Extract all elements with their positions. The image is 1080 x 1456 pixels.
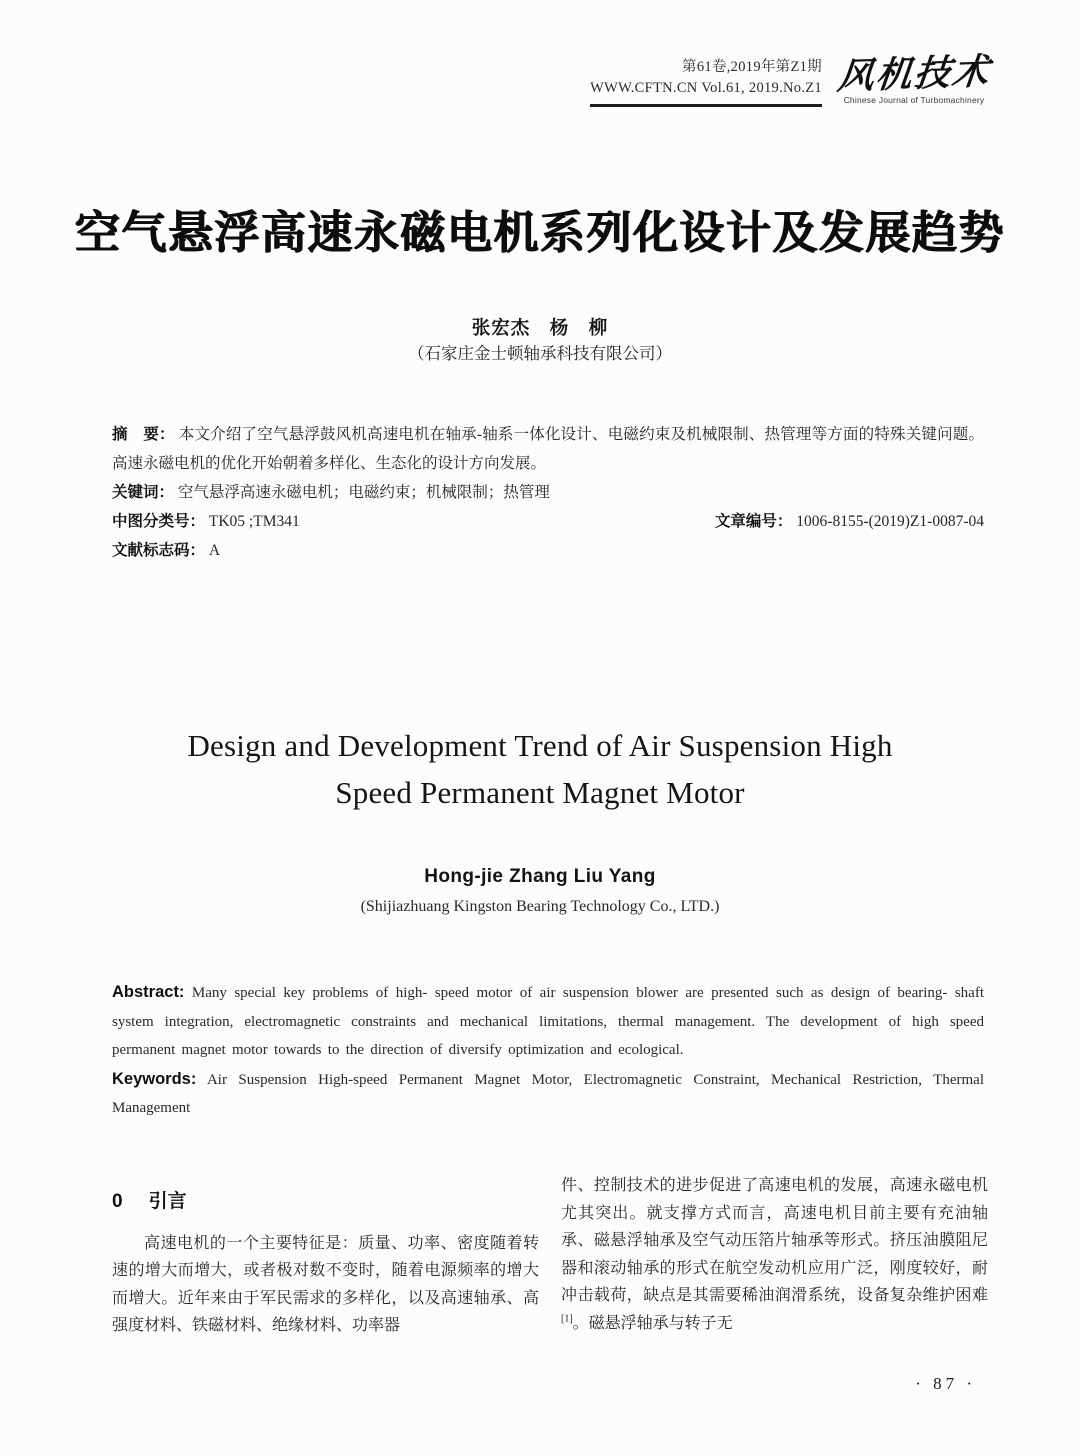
clc-label: 中图分类号：: [112, 513, 206, 530]
journal-logo-calligraphy: 风机技术: [835, 50, 993, 98]
abstract-label-en: Abstract:: [112, 983, 185, 1001]
abstract-text-en: Many special key problems of high- speed motor of air suspension blower are presented such as design of bearing- shaft system integration, electromagnetic constraints and mechanical limitations, thermal management. The development of high speed permanent magnet motor towards to the direction of diversify optimization and ecological.: [112, 985, 984, 1058]
keywords-cn: [112, 478, 984, 507]
section-number: 0: [112, 1191, 123, 1212]
paper-affiliation-en: (Shijiazhuang Kingston Bearing Technology Co., LTD.): [360, 898, 720, 915]
intro-paragraph-right-tail: 。磁悬浮轴承与转子无: [572, 1314, 733, 1332]
citation-ref-1: [1]: [561, 1313, 573, 1325]
body-columns: [112, 1172, 988, 1340]
intro-paragraph-left: 高速电机的一个主要特征是：质量、功率、密度随着转速的增大而增大，或者极对数不变时，随着电源频率的增大而增大。近年来由于军民需求的多样化，以及高速轴承、高强度材料、铁磁材料、绝缘材料、功率器: [112, 1234, 539, 1334]
journal-logo: [835, 50, 993, 107]
article-number: [715, 507, 984, 536]
paper-affiliation-cn: （石家庄金士顿轴承科技有限公司）: [408, 344, 672, 363]
section-title: 引言: [148, 1191, 187, 1212]
page-number: · 87 ·: [915, 1374, 976, 1393]
issue-volume-line: 第61卷,2019年第Z1期: [682, 58, 822, 75]
paper-title-en: [0, 722, 1080, 816]
keywords-text-cn: 空气悬浮高速永磁电机；电磁约束；机械限制；热管理: [177, 484, 550, 501]
article-number-value: 1006-8155-(2019)Z1-0087-04: [796, 513, 984, 530]
chinese-meta-block: [112, 420, 984, 565]
abstract-text-cn: 本文介绍了空气悬浮鼓风机高速电机在轴承-轴系一体化设计、电磁约束及机械限制、热管理等方面的特殊关键问题。高速永磁电机的优化开始朝着多样化、生态化的设计方向发展。: [112, 426, 984, 472]
journal-issue-info: [590, 57, 822, 107]
clc-number: [112, 507, 300, 536]
keywords-label-cn: 关键词：: [112, 484, 175, 501]
keywords-en: [112, 1065, 984, 1123]
abstract-en: [112, 978, 984, 1065]
keywords-label-en: Keywords:: [112, 1069, 197, 1088]
body-column-right: [561, 1172, 988, 1340]
abstract-cn: [112, 420, 984, 478]
paper-title-en-line1: Design and Development Trend of Air Suspension High: [187, 728, 893, 763]
classification-row: [112, 507, 984, 536]
paper-title-en-line2: Speed Permanent Magnet Motor: [335, 775, 745, 810]
document-code-value: A: [208, 542, 221, 559]
paper-title-cn: 空气悬浮高速永磁电机系列化设计及发展趋势: [74, 207, 1005, 258]
intro-paragraph-right-text: 件、控制技术的进步促进了高速电机的发展，高速永磁电机尤其突出。就支撑方式而言，高速电机目前主要有充油轴承、磁悬浮轴承及空气动压箔片轴承等形式。挤压油膜阻尼器和滚动轴承的形式在航空发动机应用广泛，刚度较好，耐冲击载荷，缺点是其需要稀油润滑系统，设备复杂维护困难: [561, 1177, 988, 1304]
keywords-text-en: Air Suspension High-speed Permanent Magnet Motor, Electromagnetic Constraint, Mechanical Restriction, Thermal Management: [112, 1071, 984, 1116]
document-code: [112, 536, 984, 565]
body-column-left: [112, 1172, 539, 1340]
paper-authors-cn: 张宏杰 杨 柳: [471, 317, 609, 338]
article-number-label: 文章编号：: [714, 513, 793, 530]
section-heading-introduction: [112, 1188, 539, 1216]
intro-paragraph-right: [561, 1172, 988, 1337]
journal-header: [590, 50, 993, 107]
clc-value: TK05 ;TM341: [208, 513, 300, 530]
english-meta-block: [112, 978, 984, 1123]
abstract-label-cn: 摘 要：: [112, 426, 175, 443]
journal-logo-subtitle: Chinese Journal of Turbomachinery: [843, 94, 985, 105]
document-code-label: 文献标志码：: [112, 542, 206, 559]
issue-url-line: WWW.CFTN.CN Vol.61, 2019.No.Z1: [590, 79, 822, 96]
paper-authors-en: Hong-jie Zhang Liu Yang: [424, 866, 656, 887]
